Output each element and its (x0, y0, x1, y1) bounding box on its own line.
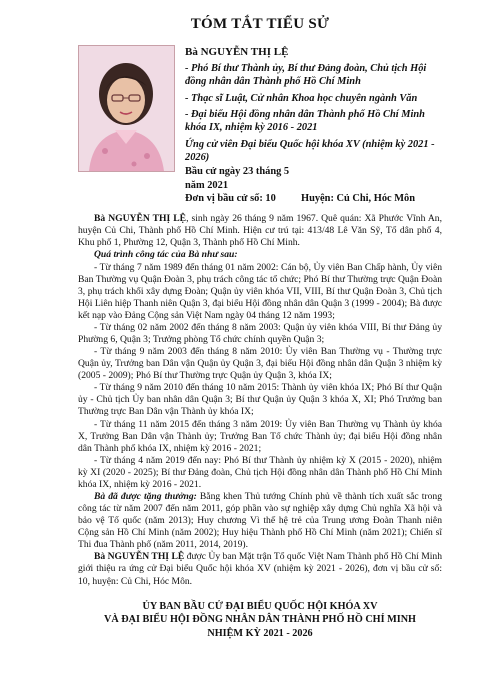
nomination-paragraph (78, 551, 442, 587)
issuer-footer (78, 600, 442, 641)
intro-text: , sinh ngày 26 tháng 9 năm 1967. Quê quán: Xã Phước Vĩnh An, huyện Củ Chi, Thành phố Hồ Chí Minh. Hiện cư trú tại: 413/48 Lê Văn Sỹ, Tổ dân phố 4, Khu phố 1, Phường 12, Quận 3, Thành phố Hồ Chí Minh. (78, 213, 442, 249)
candidate-name: Bà NGUYỄN THỊ LỆ (185, 46, 289, 58)
intro-paragraph (78, 213, 442, 249)
career-heading: Quá trình công tác của Bà như sau: (94, 249, 238, 261)
career-item: - Từ tháng 9 năm 2010 đến tháng 10 năm 2015: Thành ủy viên khóa IX; Phó Bí thư Quận ủy - Chủ tịch Ủy ban nhân dân Quận 3; Bí thư Quận ủy Quận 3 khóa X, XI; Phó Trưởng ban Thường trực Ban Dân vận Thành ủy khóa IX; (78, 382, 442, 418)
career-item: - Từ tháng 7 năm 1989 đến tháng 01 năm 2002: Cán bộ, Ủy viên Ban Chấp hành, Ủy viên Ban Thường vụ Quận Đoàn 3, phụ trách công tác tổ chức; Phó Bí thư Thường trực Quận Đoàn 3, phụ trách khối xây dựng Đoàn; Quận ủy viên khóa VII, VIII, Bí thư Quận Đoàn 3, Chủ tịch Hội Liên hiệp Thanh niên Quận 3, đại biểu Hội đồng nhân dân Quận 3 (1999 - 2004); Bà được kết nạp vào Đảng Cộng sản Việt Nam ngày 04 tháng 12 năm 1993; (78, 261, 442, 321)
biography-body (78, 213, 442, 587)
portrait-photo (78, 45, 175, 172)
portrait-illustration (79, 46, 174, 171)
role-item: - Phó Bí thư Thành ủy, Bí thư Đảng đoàn, Chủ tịch Hội đồng nhân dân Thành phố Hồ Chí Minh (185, 63, 427, 88)
career-item: - Từ tháng 11 năm 2015 đến tháng 3 năm 2019: Ủy viên Ban Thường vụ Thành ủy khóa X, Trưởng Ban Dân vận Thành ủy; Trưởng Ban Tổ chức Thành ủy; đại biểu Hội đồng nhân dân Thành phố khóa IX, nhiệm kỳ 2016 - 2021; (78, 418, 442, 454)
electoral-unit-number: Đơn vị bầu cử số: 10 (185, 192, 276, 204)
nomination-name: Bà NGUYỄN THỊ LỆ (94, 551, 185, 563)
awards-label: Bà đã được tặng thưởng: (94, 491, 197, 502)
profile-header (78, 41, 442, 205)
career-item: - Từ tháng 4 năm 2019 đến nay: Phó Bí thư Thành ủy nhiệm kỳ X (2015 - 2020), nhiệm kỳ XI (2020 - 2025); Bí thư Đảng đoàn, Chủ tịch Hội đồng nhân dân Thành phố Hồ Chí Minh khóa IX, nhiệm kỳ 2016 - 2021. (78, 454, 442, 490)
career-item: - Từ tháng 02 năm 2002 đến tháng 8 năm 2003: Quận ủy viên khóa VIII, Bí thư Đảng ủy Phường 6, Quận 3; Trưởng phòng Tổ chức chính quyền Quận 3; (78, 321, 442, 345)
profile-summary (185, 41, 442, 205)
footer-line: VÀ ĐẠI BIỂU HỘI ĐỒNG NHÂN DÂN THÀNH PHỐ HỒ CHÍ MINH (104, 614, 416, 626)
electoral-unit-location: Huyện: Củ Chi, Hóc Môn (301, 192, 416, 204)
intro-name: Bà NGUYỄN THỊ LỆ (94, 213, 187, 225)
footer-line: ỦY BAN BẦU CỬ ĐẠI BIỂU QUỐC HỘI KHÓA XV (142, 600, 378, 612)
awards-paragraph (78, 491, 442, 551)
footer-line: NHIỆM KỲ 2021 - 2026 (207, 628, 313, 640)
career-item: - Từ tháng 9 năm 2003 đến tháng 8 năm 2010: Ủy viên Ban Thường vụ - Thường trực Quận ủy, Trưởng ban Dân vận Quận ủy Quận 3, đại biểu Hội đồng nhân dân Quận 3 nhiệm kỳ (2005 - 2009); Phó Bí thư Thường trực Quận ủy Quận 3, khóa IX; (78, 346, 442, 382)
election-date: Bầu cử ngày 23 tháng 5 năm 2021 (185, 166, 290, 191)
role-item: - Đại biểu Hội đồng nhân dân Thành phố Hồ Chí Minh khóa IX, nhiệm kỳ 2016 - 2021 (185, 109, 425, 134)
electoral-unit-line (185, 192, 442, 205)
awards-text: Bằng khen Thủ tướng Chính phủ về thành tích xuất sắc trong công tác từ năm 2007 đến năm 2011, góp phần vào sự nghiệp xây dựng Chủ nghĩa Xã hội và bảo vệ Tổ quốc (năm 2013); Huy chương Vì thế hệ trẻ của Trung ương Đoàn Thanh niên Cộng sản Hồ Chí Minh (năm 2002); Huy hiệu Thành phố Hồ Chí Minh (năm 2021); Chiến sĩ Thi đua Thành phố (năm 2011, 2014, 2019). (78, 491, 442, 551)
election-date-line (185, 165, 442, 192)
page-title: TÓM TẮT TIỂU SỬ (190, 16, 330, 32)
candidacy-line: Ứng cử viên Đại biểu Quốc hội khóa XV (nhiệm kỳ 2021 - 2026) (185, 138, 435, 163)
role-item: - Thạc sĩ Luật, Cử nhân Khoa học chuyên ngành Văn (185, 92, 418, 104)
nomination-text: được Ủy ban Mặt trận Tổ quốc Việt Nam Thành phố Hồ Chí Minh giới thiệu ra ứng cử Đại biểu Quốc hội khóa XV (nhiệm kỳ 2021 - 2026), đơn vị bầu cử số: 10, huyện: Củ Chi, Hóc Môn. (78, 551, 442, 587)
